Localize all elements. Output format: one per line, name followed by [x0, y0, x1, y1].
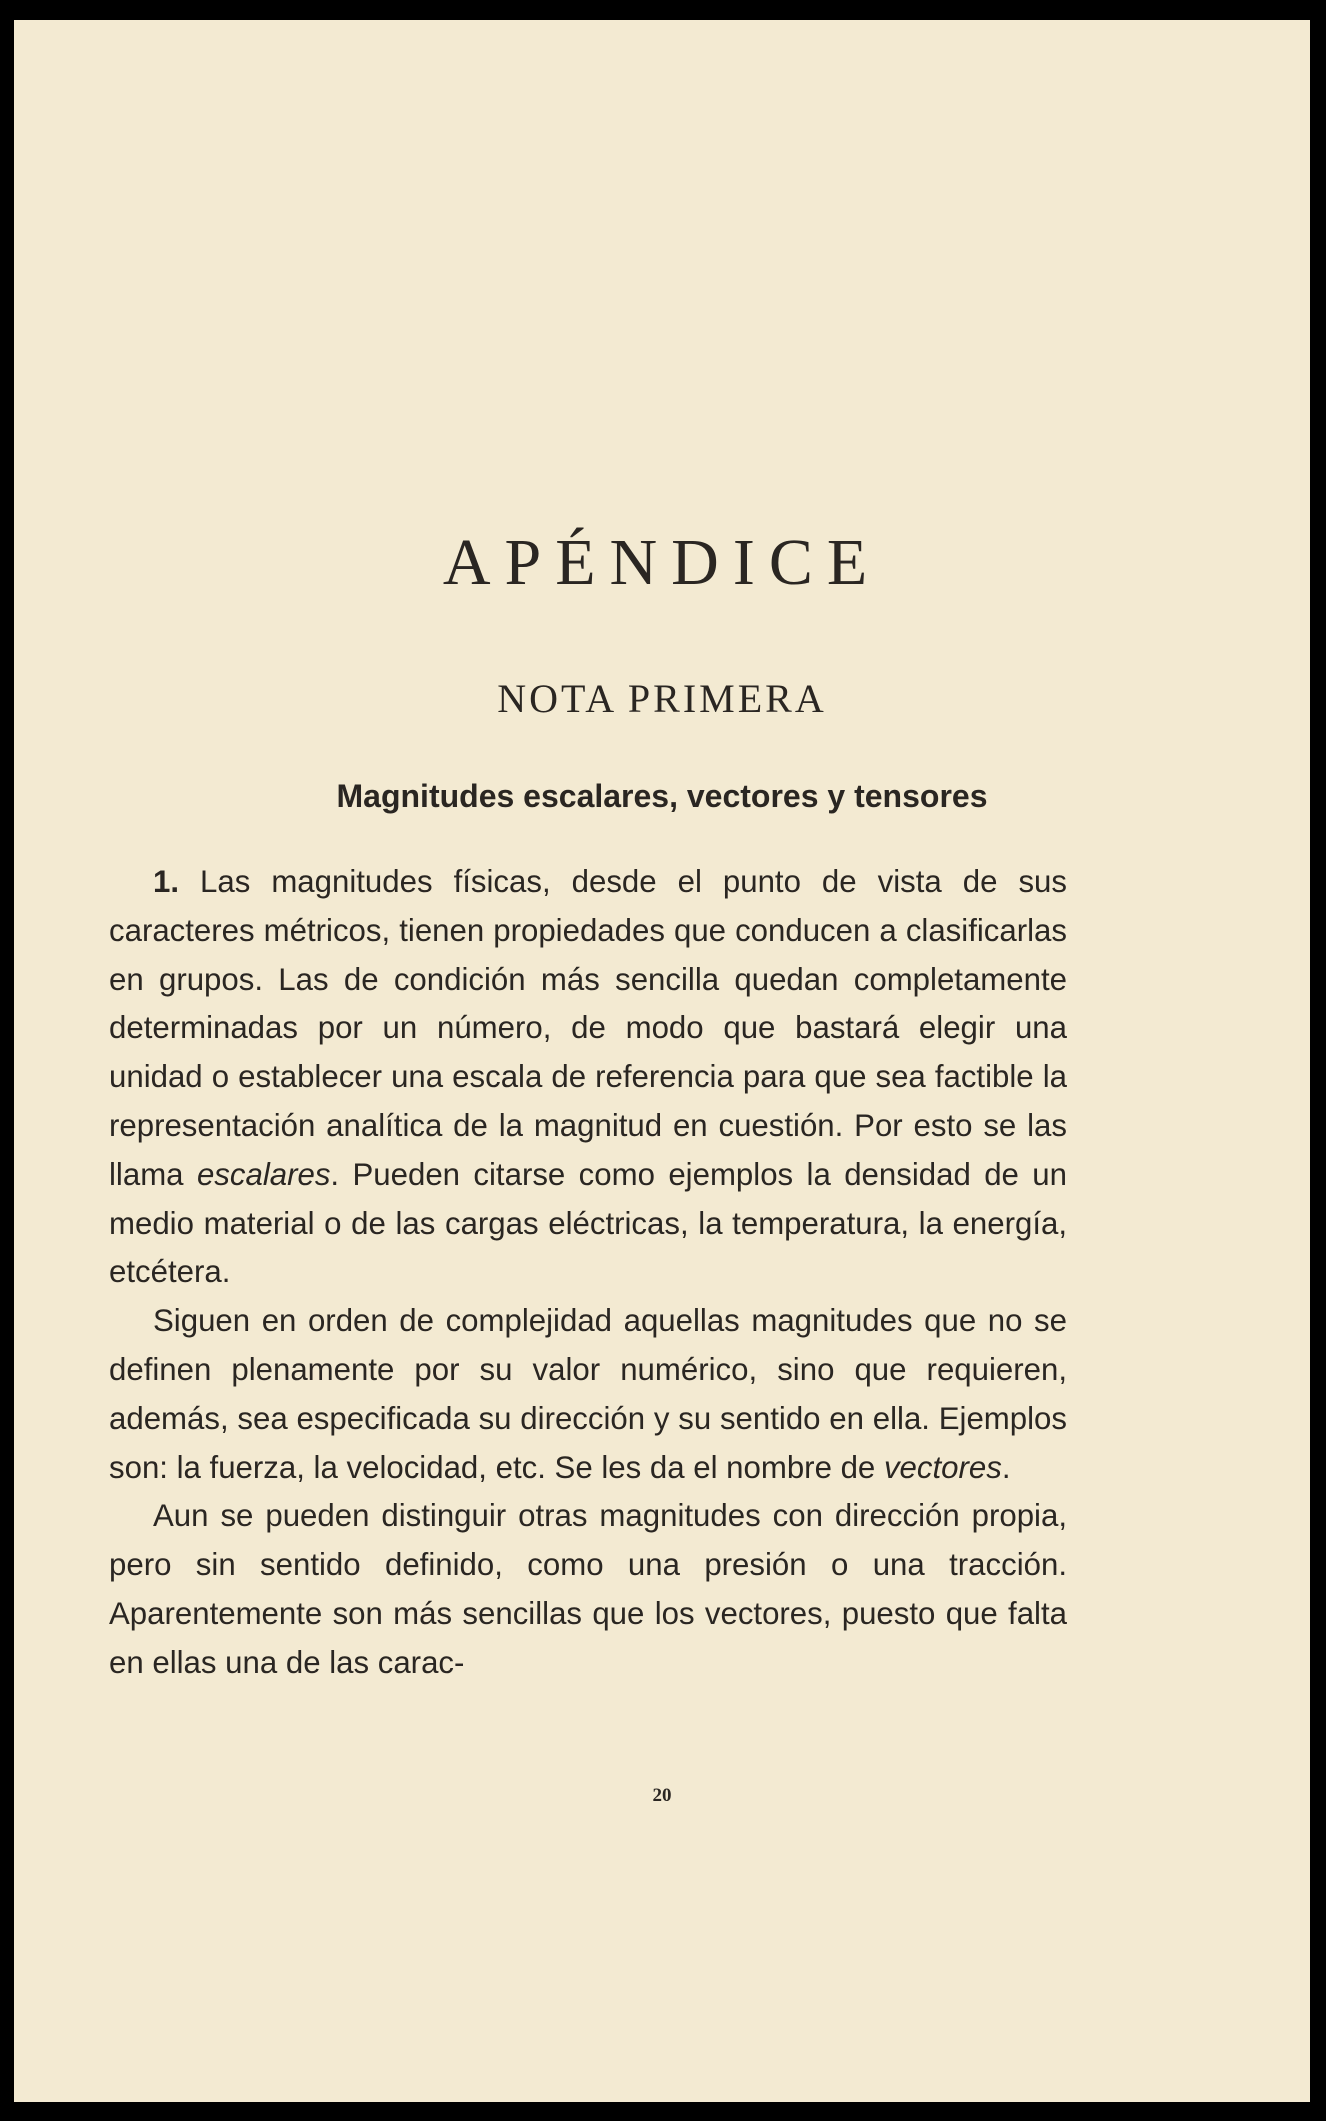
- body-text: [109, 858, 1067, 1688]
- note-subtitle: NOTA PRIMERA: [497, 676, 827, 721]
- term-escalares: escalares: [196, 1156, 331, 1192]
- appendix-title: APÉNDICE: [442, 526, 882, 599]
- paragraph-number: 1.: [153, 864, 180, 899]
- section-heading: Magnitudes escalares, vectores y tensores: [336, 778, 988, 814]
- paragraph-1-text-b: . Pueden citarse como ejemplos la densidad de un medio material o de las cargas eléctricas, la temperatura, la energía, etcétera.: [109, 1156, 1067, 1290]
- term-vectores: vectores: [883, 1449, 1002, 1485]
- paragraph-3: [109, 1492, 1067, 1687]
- book-page: [14, 20, 1310, 2102]
- page-number: 20: [652, 1785, 672, 1806]
- paragraph-2-text-a: Siguen en orden de complejidad aquellas magnitudes que no se definen plenamente por su valor numérico, sino que requieren, además, sea especificada su dirección y su sentido en ella. Ejemplos son: la fuerza, la velocidad, etc. Se les da el nombre de: [109, 1303, 1067, 1485]
- paragraph-3-text: Aun se pueden distinguir otras magnitudes con dirección propia, pero sin sentido definido, como una presión o una tracción. Aparentemente son más sencillas que los vectores, puesto que falta en ellas una de las carac-: [109, 1498, 1067, 1680]
- page-scan: [14, 20, 1310, 2102]
- paragraph-1-text-a: Las magnitudes físicas, desde el punto de vista de sus caracteres métricos, tienen propiedades que conducen a clasificarlas en grupos. Las de condición más sencilla quedan completamente determinadas por un número, de modo que bastará elegir una unidad o establecer una escala de referencia para que sea factible la representación analítica de la magnitud en cuestión. Por esto se las llama: [109, 864, 1067, 1192]
- paragraph-2-text-b: .: [1001, 1449, 1011, 1485]
- paragraph-1: [109, 858, 1067, 1297]
- paragraph-2: [109, 1297, 1067, 1492]
